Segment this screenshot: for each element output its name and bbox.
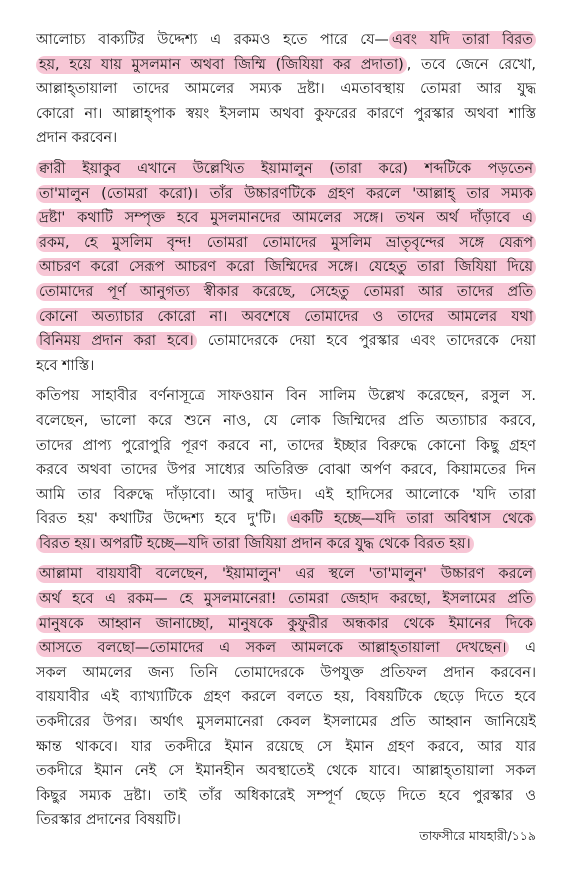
text-line: আলোচ্য বাক্যটির উদ্দেশ্য এ রকমও হতে পারে যে— এবং যদি তারা বিরত bbox=[36, 28, 536, 53]
highlighted-text: কোনো অত্যাচার কোরো না। অবশেষে তোমাদের ও তাদের আমলের যথা bbox=[36, 308, 536, 326]
highlighted-text: দ্রষ্টা' কথাটি সম্পৃক্ত হবে মুসলমানদের আমলের সঙ্গে। তখন অর্থ দাঁড়াবে এ bbox=[36, 209, 536, 227]
highlighted-text: মানুষকে আহ্বান জানাচ্ছো, মানুষকে কুফুরীর অন্ধকার থেকে ইমানের দিকে bbox=[36, 615, 536, 633]
page-footer: তাফসীরে মাযহারী/১১৯ bbox=[419, 828, 536, 843]
text-line bbox=[36, 255, 536, 280]
text-line: তকদীরে ইমান নেই সে ইমানহীন অবস্থাতেই থেকে যাবে। আল্লাহ্‌তায়ালা সকল bbox=[36, 763, 536, 780]
text-line: বিরত হয়' কথাটির উদ্দেশ্য হবে দু'টি। একটি হচ্ছে—যদি তারা অবিশ্বাস থেকে bbox=[36, 507, 536, 532]
text-line bbox=[36, 612, 536, 637]
highlighted-text: তোমাদের পূর্ণ আনুগত্য স্বীকার করেছে, সেহেতু তোমরা আর তাদের প্রতি bbox=[36, 283, 536, 301]
text-line: কোরো না। আল্লাহ্‌পাক স্বয়ং ইসলাম অথবা কুফরের কারণে পুরস্কার অথবা শাস্তি bbox=[36, 105, 536, 122]
highlighted-text: এবং যদি তারা বিরত bbox=[389, 31, 536, 49]
text-line: তাদের প্রাপ্য পুরোপুরি পূরণ করবে না, তাদের ইচ্ছার বিরুদ্ধে কোনো কিছু গ্রহণ bbox=[36, 437, 536, 454]
text-line: প্রদান করবেন। bbox=[36, 130, 118, 147]
highlighted-text: তা'মালুন (তোমরা করো)। তাঁর উচ্চারণটিকে গ্রহণ করলে 'আল্লাহ্ তার সম্যক bbox=[36, 185, 536, 203]
text-line: কিছুর সম্যক দ্রষ্টা। তাই তাঁর অধিকারেই সম্পূর্ণ ছেড়ে দিতে হবে পুরস্কার ও bbox=[36, 787, 536, 804]
text-line: বায়যাবীর এই ব্যাখ্যাটিকে গ্রহণ করলে বলতে হয়, বিষয়টিকে ছেড়ে দিতে হবে bbox=[36, 689, 536, 706]
highlighted-text: রকম, হে মুসলিম বৃন্দ! তোমরা তোমাদের মুসলিম ভ্রাতৃবৃন্দের সঙ্গে যেরূপ bbox=[36, 234, 536, 252]
text-line bbox=[36, 231, 536, 256]
page-body bbox=[36, 28, 536, 839]
highlighted-text: একটি হচ্ছে—যদি তারা অবিশ্বাস থেকে bbox=[287, 510, 536, 528]
text-line: সকল আমলের জন্য তিনি তোমাদেরকে উপযুক্ত প্রতিফল প্রদান করবেন। bbox=[36, 664, 536, 681]
text-line: করবে অথবা তাদের উপর সাধ্যের অতিরিক্ত বোঝা অর্পণ করবে, কিয়ামতের দিন bbox=[36, 462, 536, 479]
highlighted-text: আসতে বলছো—তোমাদের এ সকল আমলকে আল্লাহ্‌তায়ালা দেখছেন। bbox=[36, 639, 509, 657]
paragraph-3 bbox=[36, 384, 536, 556]
text-line bbox=[36, 280, 536, 305]
text-line bbox=[36, 305, 536, 330]
text-line bbox=[36, 206, 536, 231]
text-line: বিনিময় প্রদান করা হবে। তোমাদেরকে দেয়া হবে পুরস্কার এবং তাদেরকে দেয়া bbox=[36, 329, 536, 354]
text-line: হবে শাস্তি। bbox=[36, 357, 95, 374]
text-line bbox=[36, 587, 536, 612]
text-line bbox=[36, 562, 536, 587]
text-line: আল্লাহ্‌তায়ালা তাদের আমলের সম্যক দ্রষ্টা। এমতাবস্থায় তোমরা আর যুদ্ধ bbox=[36, 81, 536, 98]
highlighted-text: অর্থ হবে এ রকম— হে মুসলমানেরা! তোমরা জেহাদ করছো, ইসলামের প্রতি bbox=[36, 590, 536, 608]
text-line: ক্ষান্ত থাকবে। যার তকদীরে ইমান রয়েছে সে ইমান গ্রহণ করবে, আর যার bbox=[36, 738, 536, 755]
paragraph-2 bbox=[36, 157, 536, 378]
text-line: তিরস্কার প্রদানের বিষয়টি। bbox=[36, 812, 181, 829]
paragraph-1 bbox=[36, 28, 536, 151]
text-line bbox=[36, 532, 536, 557]
text-line: কতিপয় সাহাবীর বর্ণনাসূত্রে সাফওয়ান বিন সালিম উল্লেখ করেছেন, রসুল স. bbox=[36, 388, 536, 405]
text-line: তকদীরের উপর। অর্থাৎ মুসলমানেরা কেবল ইসলামের প্রতি আহ্বান জানিয়েই bbox=[36, 714, 536, 731]
highlighted-text: আল্লামা বায়যাবী বলেছেন, 'ইয়ামালুন' এর স্থলে 'তা'মালুন' উচ্চারণ করলে bbox=[36, 565, 536, 583]
highlighted-text: আচরণ করো সেরূপ আচরণ করো জিম্মিদের সঙ্গে। যেহেতু তারা জিযিয়া দিয়ে bbox=[36, 258, 536, 276]
text-line: আসতে বলছো—তোমাদের এ সকল আমলকে আল্লাহ্‌তায়ালা দেখছেন। এ bbox=[36, 636, 536, 661]
highlighted-text: ক্বারী ইয়াকুব এখানে উল্লেখিত ইয়ামালুন (তারা করে) শব্দটিকে পড়তেন bbox=[36, 160, 536, 178]
highlighted-text: হয়, হয়ে যায় মুসলমান অথবা জিম্মি (জিযিয়া কর প্রদাতা) bbox=[36, 56, 407, 74]
highlighted-text: বিনিময় প্রদান করা হবে। bbox=[36, 332, 197, 350]
text-line bbox=[36, 157, 536, 182]
text-line: আমি তার বিরুদ্ধে দাঁড়াবো। আবু দাউদ। এই হাদিসের আলোকে 'যদি তারা bbox=[36, 486, 536, 503]
paragraph-4 bbox=[36, 562, 536, 833]
text-line: হয়, হয়ে যায় মুসলমান অথবা জিম্মি (জিযিয়া কর প্রদাতা) , তবে জেনে রেখো, bbox=[36, 53, 536, 78]
highlighted-text: বিরত হয়। অপরটি হচ্ছে—যদি তারা জিযিয়া প্রদান করে যুদ্ধ থেকে বিরত হয়। bbox=[36, 535, 474, 553]
text-line: বলেছেন, ভালো করে শুনে নাও, যে লোক জিম্মিদের প্রতি অত্যাচার করবে, bbox=[36, 412, 536, 429]
text-line bbox=[36, 182, 536, 207]
